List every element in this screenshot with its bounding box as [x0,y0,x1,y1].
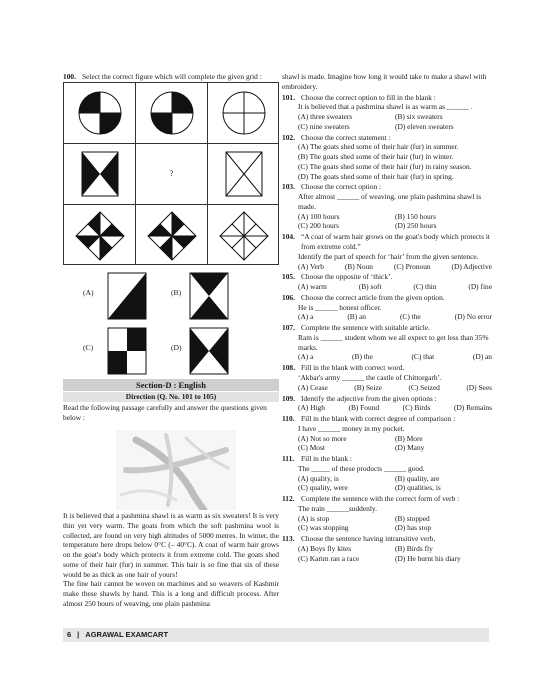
answer-option[interactable]: (A) Cease [298,382,328,392]
answer-option[interactable]: (C) the [399,312,421,322]
answer-option[interactable]: (D) Sees [466,382,492,392]
answer-option[interactable]: (B) More [395,433,423,443]
option-d-label: (D) [171,343,182,352]
question-sentence: ‘Akbar's army ______ the castle of Chittorgarh’. [298,372,442,382]
answer-option[interactable]: (B) stopped [395,513,430,523]
question-100 [63,72,279,82]
answer-option[interactable]: (C) Pronoun [393,261,431,271]
answer-options [282,282,492,292]
question-text: Complete the sentence with the correct form of verb : [301,494,460,504]
question-sentence: Ram is ______ student whom we all expect to get less than 35% marks. [298,332,489,352]
answer-option[interactable]: (A) quality, is [298,473,339,483]
answer-option[interactable]: (D) qualities, is [395,483,441,493]
question-sentence: I have ______ money in my pocket. [298,423,405,433]
question-103 [282,182,492,231]
answer-option[interactable]: (C) thin [413,282,437,292]
question-number: 111. [282,454,295,464]
question-number: 102. [282,132,295,142]
answer-option[interactable]: (A) Verb [298,261,324,271]
grid-cell-2-1 [64,144,135,204]
question-number: 103. [282,182,295,192]
answer-option[interactable]: (B) Found [348,403,380,413]
circle-cross-figure [221,90,267,136]
question-number: 106. [282,292,295,302]
answer-option[interactable]: (B) soft [358,282,382,292]
answer-option[interactable]: (C) Seized [408,382,440,392]
question-number: 112. [282,494,295,504]
hourglass-figure [81,151,119,197]
answer-option[interactable]: (C) 200 hours [298,221,340,231]
grid-cell-1-3 [208,83,280,143]
publisher-logo: AGRAWAL EXAMCART [85,630,169,640]
question-number: 105. [282,272,295,282]
passage-continuation: shawl is made. Imagine how long it would take to make a shawl with embroidery. [282,72,487,91]
option-c-label: (C) [83,343,94,352]
question-text: Select the correct figure which will complete the given grid : [82,72,262,81]
passage-paragraph-1: It is believed that a pashmina shawl is as warm as six sweaters! It is very thin yet very warm. The goats from which the soft pashmina wool is collected, are found on very high altitudes of 5000 metres. In winter, the temperature here drops below 0°C (– 40°C). A coat of warm hair grows on the goat's body which protects it from extreme cold. The goats shed some of their hair (fur) in summer. This hair is so fine that six of these would be as thick as one hair of yours! [63,511,279,579]
footer-separator: | [77,630,80,640]
rectangle-diagonals-figure [225,151,263,197]
answer-options [282,403,492,413]
option-d-figure[interactable] [189,327,229,375]
answer-option[interactable]: (C) Birds [402,403,431,413]
grid-cell-2-2 [136,144,207,204]
answer-option[interactable]: (C) was stopping [298,523,349,533]
option-b-figure[interactable] [189,272,229,320]
answer-option[interactable]: (D) He burnt his diary [395,553,461,563]
question-108 [282,363,492,392]
question-text: Choose the correct statement : [301,132,391,142]
answer-option[interactable]: (B) Birds fly [395,543,433,553]
question-number: 104. [282,232,295,242]
answer-option[interactable]: (A) Boys fly kites [298,543,352,553]
question-number: 109. [282,393,295,403]
answer-option[interactable]: (B) 150 hours [395,211,437,221]
answer-option[interactable]: (D) fine [468,282,492,292]
answer-option[interactable]: (C) Most [298,443,325,453]
question-head [282,182,492,192]
question-102 [282,133,492,182]
answer-option[interactable]: (B) an [347,312,367,322]
answer-options [282,474,492,494]
question-head [282,133,492,143]
question-107 [282,323,492,362]
question-head [282,232,492,252]
answer-option[interactable]: (D) has stop [395,523,432,533]
page-footer [63,628,489,642]
question-text: Choose the sentence having intransitive verb, [301,534,436,544]
question-sentence: Identify the part of speech for ‘hair’ from the given sentence. [298,251,479,261]
question-112 [282,494,492,533]
answer-option[interactable]: (B) Seize [354,382,382,392]
answer-option[interactable]: (A) 100 hours [298,211,340,221]
question-number: 110. [282,414,295,424]
question-head [282,394,492,404]
question-text: Choose the correct article from the given option. [301,292,445,302]
answer-option[interactable]: (A) a [298,352,314,362]
answer-option[interactable]: (D) Many [395,443,425,453]
figure-options [63,270,279,382]
grid-cell-3-2 [136,205,207,266]
answer-options [282,312,492,322]
answer-option[interactable]: (B) six sweaters [395,112,443,122]
diamond-lines-figure [218,210,270,262]
question-head [282,414,492,424]
answer-option[interactable]: (B) The goats shed some of their hair (fur) in winter. [298,152,454,162]
question-head [282,534,492,544]
question-text: Identify the adjective from the given options : [301,393,437,403]
question-text: Fill in the blank : [301,454,352,464]
grid-cell-1-2 [136,83,207,143]
question-106 [282,293,492,322]
answer-option[interactable]: (B) Noun [344,261,373,271]
missing-figure-mark: ? [169,168,174,178]
diamond-triangles-figure [146,210,198,262]
direction-instruction: Read the following passage carefully and answer the questions given below : [63,403,267,422]
question-text: Choose the correct option : [301,182,382,192]
page-number: 6 [67,630,72,640]
pashmina-shawl-image [116,430,236,510]
answer-option[interactable]: (A) three sweaters [298,112,353,122]
question-sentence: It is believed that a pashmina shawl is as warm as ______ . [298,102,473,112]
question-109 [282,394,492,414]
direction-bar: Direction (Q. No. 101 to 105) [63,392,279,402]
question-number: 113. [282,534,295,544]
question-head [282,323,492,333]
question-head [282,93,492,103]
question-110 [282,414,492,453]
question-text: Fill in the blank with correct word. [301,363,405,373]
answer-options [282,514,492,534]
figure-grid [63,82,279,265]
answer-options [282,112,492,132]
option-a-label: (A) [83,288,94,297]
question-text: Choose the correct option to fill in the blank : [301,92,436,102]
answer-option[interactable]: (B) the [352,352,373,362]
question-head [282,293,492,303]
question-number: 107. [282,323,295,333]
grid-cell-1-1 [64,83,135,143]
question-number: 100. [63,72,76,81]
answer-option[interactable]: (D) 250 hours [395,221,437,231]
question-number: 108. [282,363,295,373]
question-head [282,494,492,504]
answer-option[interactable]: (C) nine sweaters [298,121,350,131]
answer-option[interactable]: (A) warm [298,282,327,292]
answer-option[interactable]: (C) quality, were [298,483,348,493]
answer-option[interactable]: (A) High [298,403,325,413]
question-text: Complete the sentence with suitable article. [301,323,430,333]
answer-option[interactable]: (C) that [411,352,435,362]
answer-option[interactable]: (C) Karim ran a race [298,553,360,563]
answer-option[interactable]: (A) Not so more [298,433,347,443]
question-head [282,272,492,282]
answer-option[interactable]: (A) is stop [298,513,330,523]
answer-option[interactable]: (D) Adjective [451,261,492,271]
question-text: Choose the opposite of ‘thick’. [301,272,393,282]
diamond-triangles-figure [74,210,126,262]
answer-option[interactable]: (A) a [298,312,314,322]
circle-quarters-figure [77,90,123,136]
passage-paragraph-2: The fine hair cannot be woven on machines and so weavers of Kashmir make these shawls by hand. This is a long and difficult process. After almost 250 hours of weaving, one plain pashmina [63,579,279,608]
reading-passage [63,511,279,609]
question-105 [282,272,492,292]
option-a-figure[interactable] [107,272,147,320]
question-sentence: The _____ of these products ______ good. [298,463,425,473]
grid-cell-3-1 [64,205,135,266]
question-number: 101. [282,92,295,102]
grid-cell-2-3 [208,144,280,204]
question-head [282,454,492,464]
section-title: Section-D : English [63,379,279,391]
answer-options [282,383,492,393]
question-113 [282,534,492,563]
answer-options [282,352,492,362]
question-head [282,363,492,373]
right-column [282,72,492,565]
answer-option[interactable]: (D) eleven sweaters [395,121,454,131]
answer-options [282,142,492,181]
question-text: “A coat of warm hair grows on the goat's body which protects it from extreme cold.” [301,232,490,252]
option-b-label: (B) [171,288,182,297]
answer-option[interactable]: (D) The goats shed some of their hair (fur) in spring. [298,171,454,181]
answer-options [282,212,492,232]
answer-options [282,544,492,564]
option-c-figure[interactable] [107,327,147,375]
question-sentence: The train ______suddenly. [298,503,377,513]
question-sentence: After almost ______ of weaving, one plain pashmina shawl is made. [298,192,482,211]
question-sentence: He is ______ honest officer. [298,302,382,312]
answer-option[interactable]: (C) The goats shed some of their hair (fur) in rainy season. [298,161,472,171]
answer-option[interactable]: (B) quality, are [395,473,440,483]
answer-option[interactable]: (D) Remains [453,403,492,413]
answer-option[interactable]: (D) No error [454,312,492,322]
question-text: Fill in the blank with correct degree of comparison : [301,414,456,424]
circle-quarters-figure [149,90,195,136]
answer-options [282,262,492,272]
question-104 [282,232,492,271]
grid-cell-3-3 [208,205,280,266]
answer-option[interactable]: (A) The goats shed some of their hair (fur) in summer. [298,142,459,152]
answer-options [282,434,492,454]
question-101 [282,93,492,132]
question-111 [282,454,492,493]
answer-option[interactable]: (D) an [472,352,492,362]
